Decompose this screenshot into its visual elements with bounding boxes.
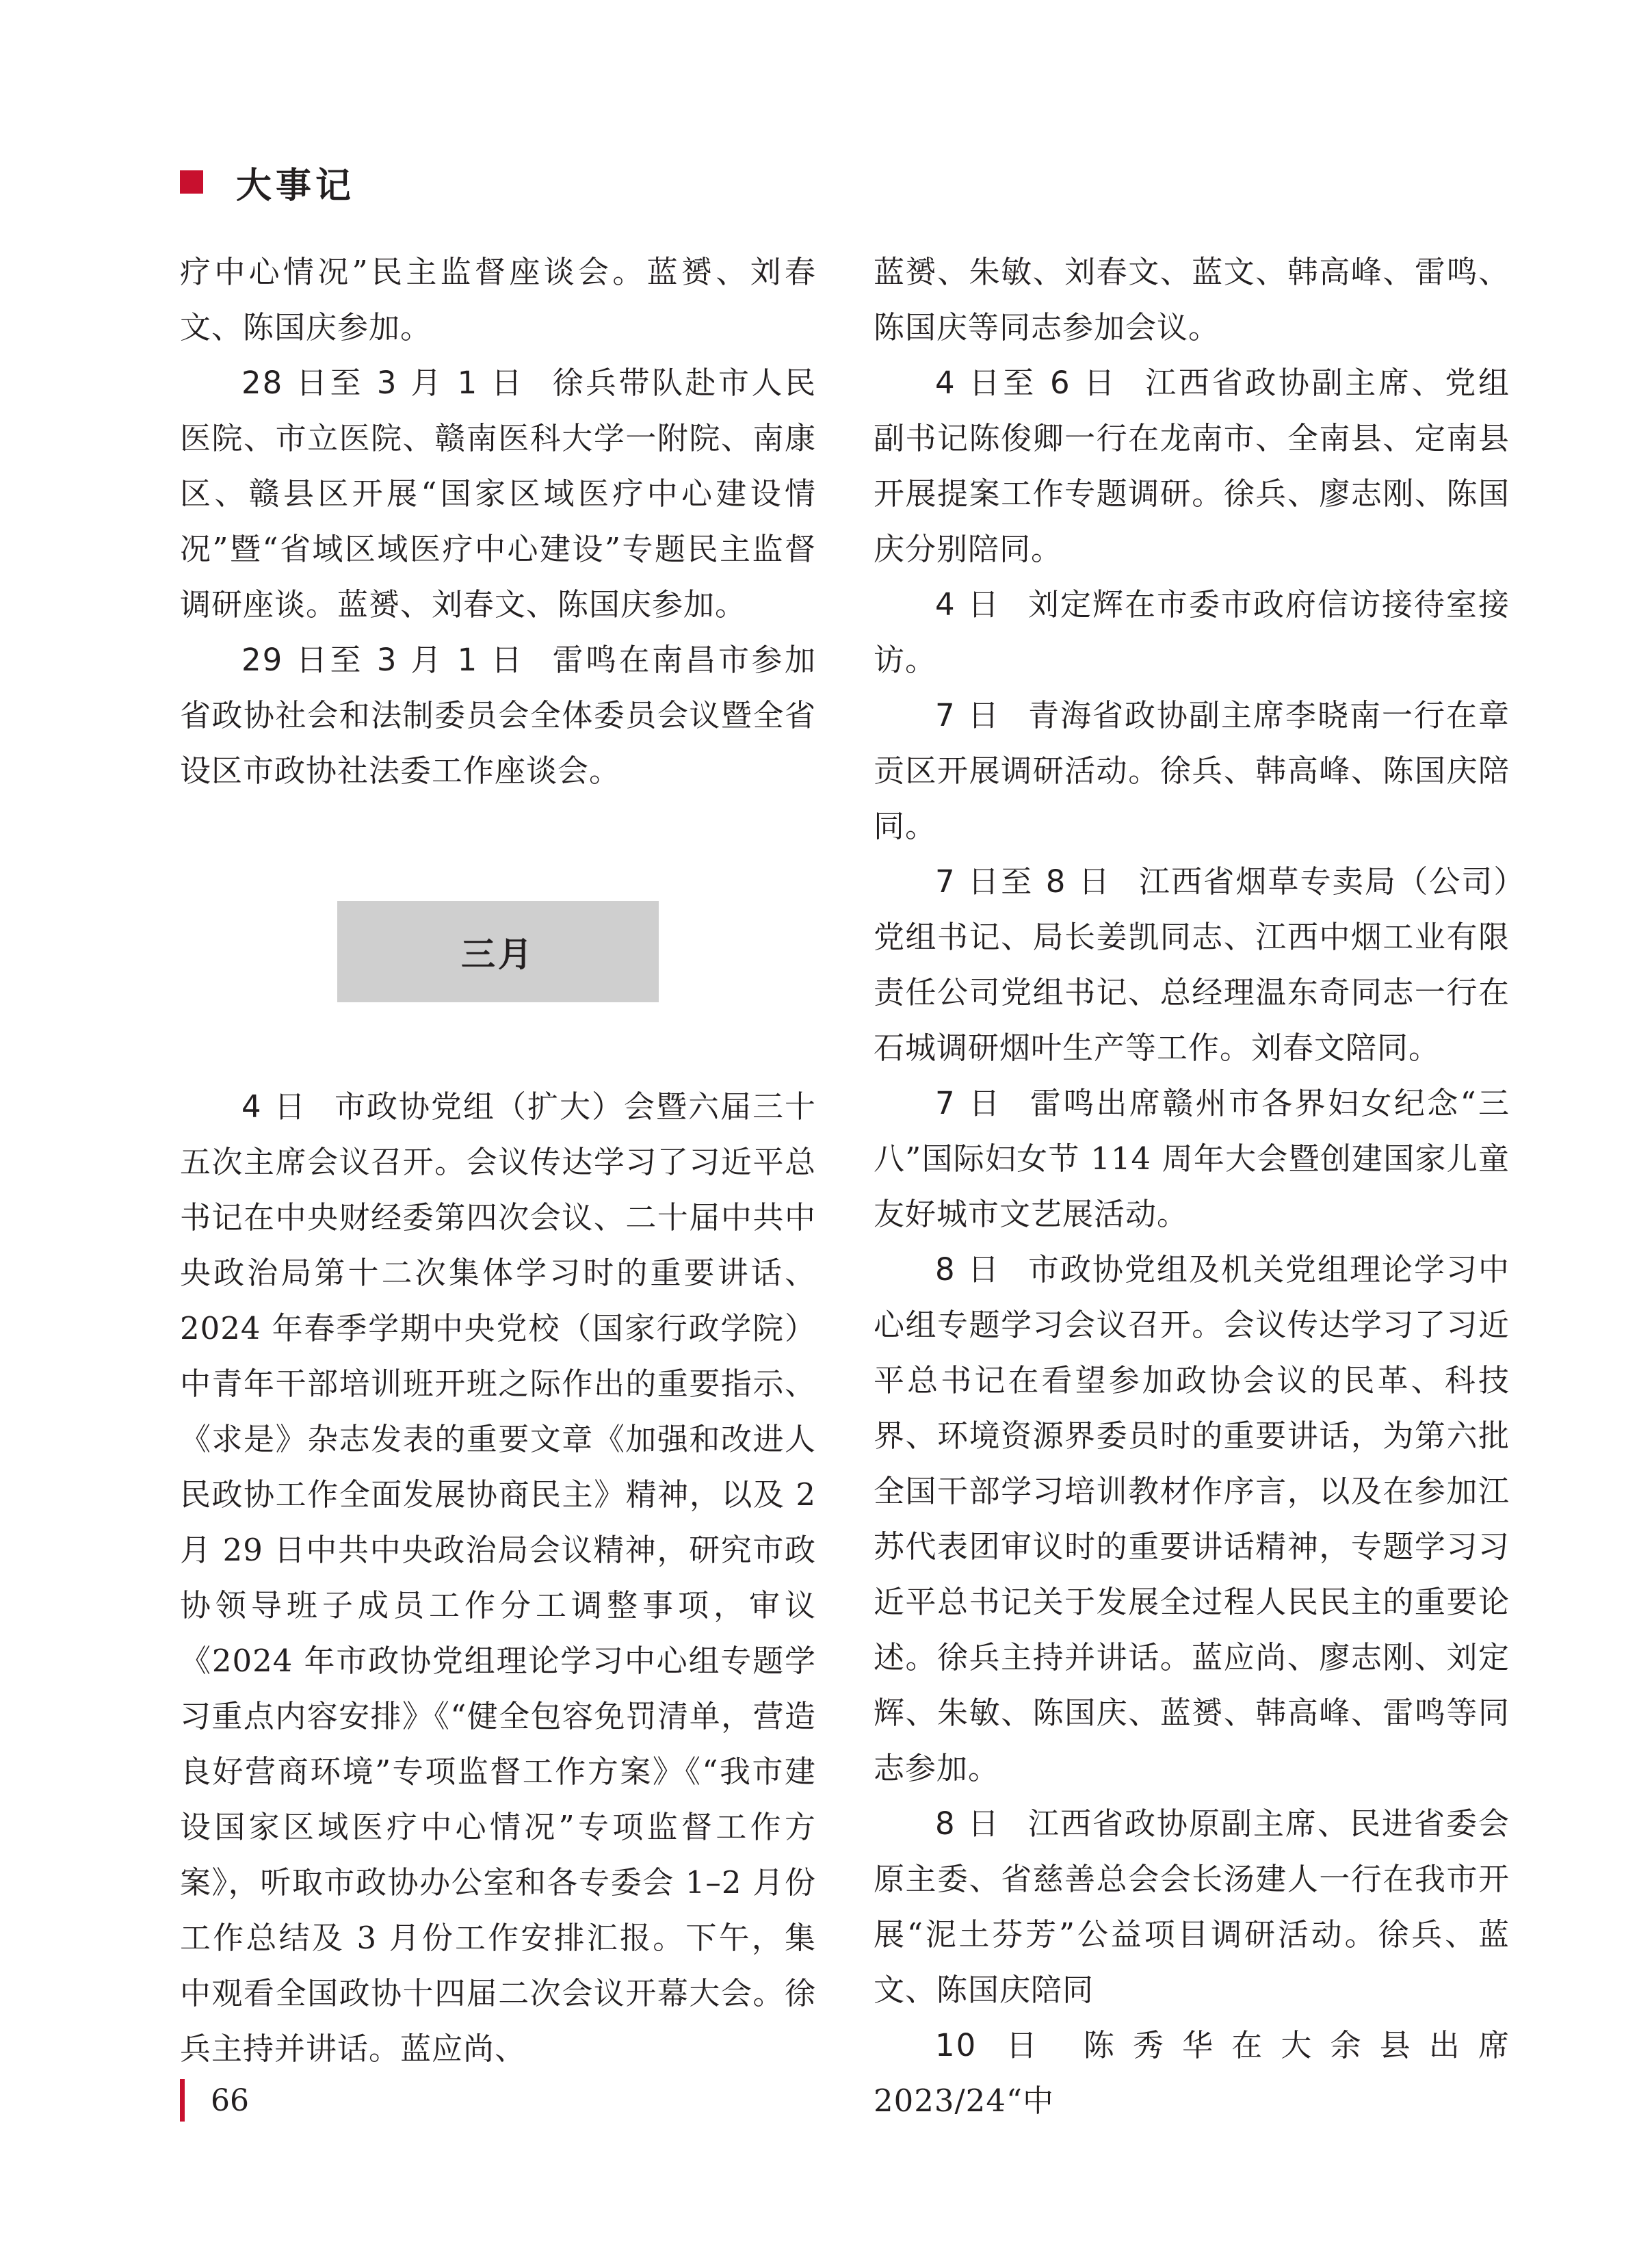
- event-date: 7 日: [935, 1085, 1003, 1121]
- page-number: 66: [211, 2083, 249, 2118]
- month-heading-box: [337, 901, 659, 1002]
- event-text: 青海省政协副主席李晓南一行在章贡区开展调研活动。徐兵、韩高峰、陈国庆陪同。: [874, 697, 1510, 844]
- event-date: 8 日: [935, 1251, 1001, 1288]
- event-entry: [180, 355, 816, 632]
- event-date: 7 日: [935, 697, 1001, 733]
- left-column: [180, 244, 816, 2076]
- event-entry: [874, 2018, 1510, 2128]
- event-date: 8 日: [935, 1805, 1001, 1842]
- right-column: [874, 244, 1510, 2128]
- event-text: 雷鸣在南昌市参加省政协社会和法制委员会全体委员会议暨全省设区市政协社法委工作座谈会。: [180, 642, 816, 789]
- event-text: 陈秀华在大余县出席 2023/24“中: [874, 2027, 1510, 2119]
- event-entry: [874, 1796, 1510, 2018]
- event-date: 4 日: [241, 1088, 307, 1125]
- event-entry: [874, 1075, 1510, 1242]
- event-entry: [874, 688, 1510, 854]
- paragraph-text: 疗中心情况”民主监督座谈会。蓝赟、刘春文、陈国庆参加。: [180, 254, 816, 345]
- event-text: 江西省政协原副主席、民进省委会原主委、省慈善总会会长汤建人一行在我市开展“泥土芬芳”公益项目调研活动。徐兵、蓝文、陈国庆陪同: [874, 1805, 1510, 2008]
- event-entry: [180, 632, 816, 798]
- paragraph: [874, 244, 1510, 355]
- event-entry: [180, 1079, 816, 2076]
- event-date: 7 日至 8 日: [935, 863, 1112, 900]
- event-text: 江西省政协副主席、党组副书记陈俊卿一行在龙南市、全南县、定南县开展提案工作专题调研。徐兵、廖志刚、陈国庆分别陪同。: [874, 365, 1510, 567]
- event-text: 刘定辉在市委市政府信访接待室接访。: [874, 586, 1510, 678]
- section-header: [180, 161, 356, 207]
- month-heading: 三月: [461, 935, 535, 974]
- paragraph-text: 蓝赟、朱敏、刘春文、蓝文、韩高峰、雷鸣、陈国庆等同志参加会议。: [874, 254, 1510, 345]
- event-date: 29 日至 3 月 1 日: [241, 642, 525, 678]
- event-date: 4 日至 6 日: [935, 365, 1118, 401]
- event-entry: [874, 577, 1510, 688]
- paragraph: [180, 244, 816, 355]
- red-square-marker-icon: [180, 170, 203, 194]
- event-entry: [874, 854, 1510, 1075]
- event-text: 徐兵带队赴市人民医院、市立医院、赣南医科大学一附院、南康区、赣县区开展“国家区域医疗中心建设情况”暨“省域区域医疗中心建设”专题民主监督调研座谈。蓝赟、刘春文、陈国庆参加。: [180, 365, 816, 623]
- event-date: 28 日至 3 月 1 日: [241, 365, 525, 401]
- red-bar-marker-icon: [180, 2079, 185, 2122]
- event-text: 市政协党组（扩大）会暨六届三十五次主席会议召开。会议传达学习了习近平总书记在中央财经委第四次会议、二十届中共中央政治局第十二次集体学习时的重要讲话、2024 年春季学期中央党校（国家行政学院）中青年干部培训班开班之际作出的重要指示、《求是》杂志发表的重要文章《加强和改进人民政协工作全面发展协商民主》精神，以及 2 月 29 日中共中央政治局会议精神，研究市政协领导班子成员工作分工调整事项，审议《2024 年市政协党组理论学习中心组专题学习重点内容安排》《“健全包容免罚清单，营造良好营商环境”专项监督工作方案》《“我市建设国家区域医疗中心情况”专项监督工作方案》，听取市政协办公室和各专委会 1–2 月份工作总结及 3 月份工作安排汇报。下午，集中观看全国政协十四届二次会议开幕大会。徐兵主持并讲话。蓝应尚、: [180, 1088, 816, 2067]
- section-title: 大事记: [236, 165, 356, 207]
- event-text: 江西省烟草专卖局（公司）党组书记、局长姜凯同志、江西中烟工业有限责任公司党组书记、总经理温东奇同志一行在石城调研烟叶生产等工作。刘春文陪同。: [874, 863, 1510, 1066]
- event-date: 4 日: [935, 586, 1001, 623]
- event-date: 10 日: [935, 2027, 1056, 2063]
- event-text: 市政协党组及机关党组理论学习中心组专题学习会议召开。会议传达学习了习近平总书记在看望参加政协会议的民革、科技界、环境资源界委员时的重要讲话，为第六批全国干部学习培训教材作序言，以及在参加江苏代表团审议时的重要讲话精神，专题学习习近平总书记关于发展全过程人民民主的重要论述。徐兵主持并讲话。蓝应尚、廖志刚、刘定辉、朱敏、陈国庆、蓝赟、韩高峰、雷鸣等同志参加。: [874, 1251, 1510, 1786]
- event-entry: [874, 355, 1510, 577]
- event-entry: [874, 1242, 1510, 1796]
- page-footer: [180, 2080, 249, 2121]
- event-text: 雷鸣出席赣州市各界妇女纪念“三八”国际妇女节 114 周年大会暨创建国家儿童友好城市文艺展活动。: [874, 1085, 1510, 1232]
